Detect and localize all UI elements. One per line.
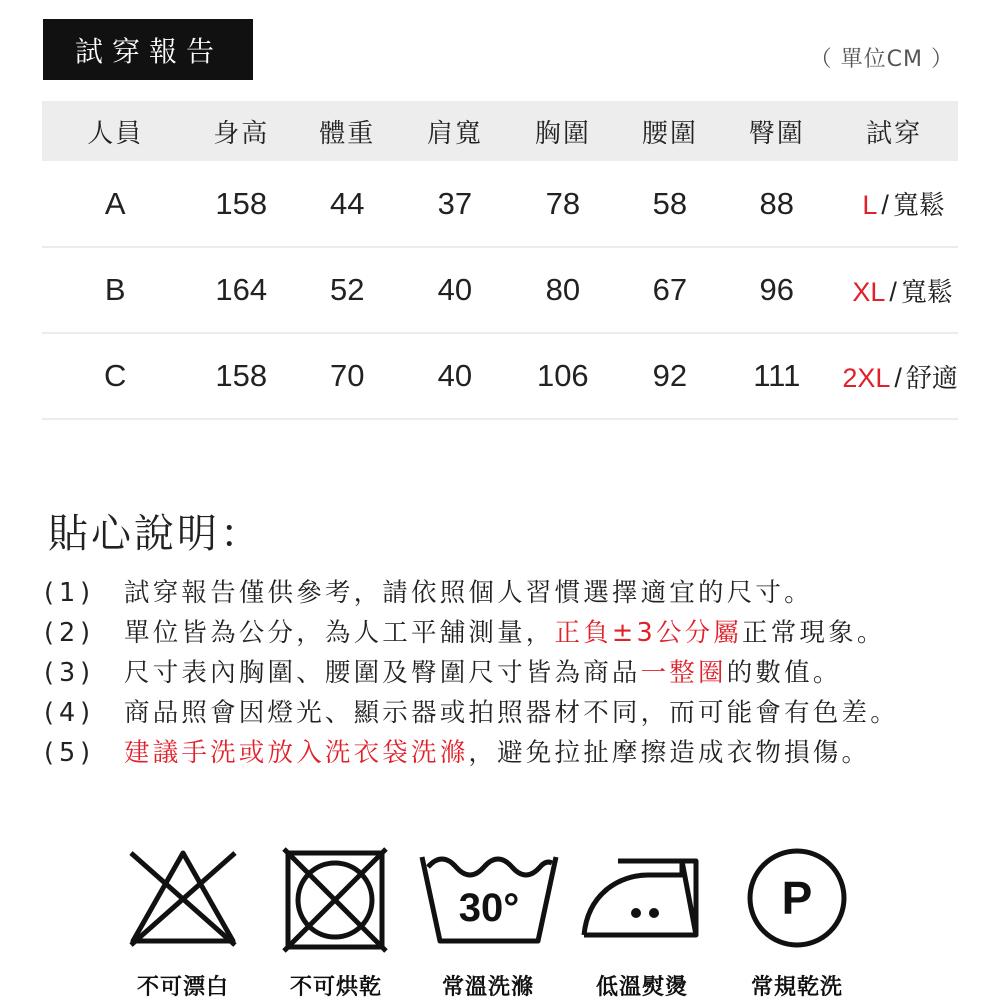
note-text: 的數值。 — [726, 658, 842, 688]
cell-fit — [830, 247, 958, 333]
low-iron-icon — [578, 845, 702, 945]
fit-separator: / — [889, 276, 897, 307]
table-row — [42, 333, 958, 419]
cell-waist: 67 — [617, 247, 724, 333]
wash-30-icon — [418, 845, 560, 947]
cell-weight: 44 — [294, 161, 401, 247]
cell-hip: 111 — [723, 333, 830, 419]
report-title: 試穿報告 — [43, 19, 253, 80]
cell-waist: 58 — [617, 161, 724, 247]
fit-style: 寬鬆 — [892, 191, 945, 221]
wash-temperature: 30° — [458, 886, 520, 930]
cell-weight: 70 — [294, 333, 401, 419]
notes-title: 貼心說明： — [48, 511, 263, 557]
cell-chest: 80 — [509, 247, 616, 333]
note-text: 單位皆為公分，為人工平舖測量， — [124, 618, 555, 648]
unit-note: （ 單位CM ） — [809, 47, 954, 72]
cell-shoulder: 40 — [401, 247, 510, 333]
fit-size: XL — [852, 276, 886, 307]
col-header-weight: 體重 — [294, 101, 401, 161]
note-highlight: 正負±3公分屬 — [554, 618, 743, 648]
care-label-wash: 常溫洗滌 — [441, 975, 534, 1000]
note-number: (5) — [44, 738, 96, 768]
list-item — [44, 733, 899, 773]
cell-shoulder: 40 — [401, 333, 510, 419]
cell-height: 158 — [188, 333, 293, 419]
note-text: 正常現象。 — [742, 618, 886, 648]
fit-style: 舒適 — [905, 363, 958, 394]
note-number: (1) — [44, 578, 96, 608]
list-item — [44, 613, 899, 653]
note-highlight: 建議手洗或放入洗衣袋洗滌 — [124, 738, 469, 768]
care-label-low-iron: 低溫熨燙 — [595, 975, 688, 1000]
col-header-hip: 臀圍 — [723, 101, 830, 161]
list-item — [44, 653, 899, 693]
notes-list — [44, 573, 899, 773]
cell-hip: 96 — [723, 247, 830, 333]
col-header-shoulder: 肩寬 — [401, 101, 510, 161]
fit-separator: / — [894, 362, 902, 393]
cell-person: C — [42, 333, 188, 419]
col-header-person: 人員 — [42, 101, 188, 161]
fit-size: L — [862, 190, 878, 220]
cell-weight: 52 — [294, 247, 401, 333]
note-text: 商品照會因燈光、顯示器或拍照器材不同，而可能會有色差。 — [124, 698, 899, 728]
col-header-chest: 胸圍 — [509, 101, 616, 161]
cell-hip: 88 — [723, 161, 830, 247]
cell-chest: 106 — [509, 333, 616, 419]
col-header-height: 身高 — [188, 101, 293, 161]
care-label-no-tumble-dry: 不可烘乾 — [289, 975, 382, 1000]
note-number: (3) — [44, 658, 96, 688]
cell-height: 164 — [188, 247, 293, 333]
cell-height: 158 — [188, 161, 293, 247]
fit-size: 2XL — [842, 362, 891, 393]
cell-waist: 92 — [617, 333, 724, 419]
table-row — [42, 161, 958, 247]
table-header-row — [42, 101, 958, 161]
cell-shoulder: 37 — [401, 161, 510, 247]
note-text: 尺寸表內胸圍、腰圍及臀圍尺寸皆為商品 — [124, 658, 641, 688]
note-number: (2) — [44, 618, 96, 648]
no-tumble-dry-icon — [280, 845, 390, 955]
note-text: ，避免拉扯摩擦造成衣物損傷。 — [468, 738, 871, 768]
cell-person: A — [42, 161, 188, 247]
note-highlight: 一整圈 — [640, 658, 727, 688]
fit-separator: / — [881, 190, 889, 220]
cell-person: B — [42, 247, 188, 333]
col-header-fit: 試穿 — [830, 101, 958, 161]
col-header-waist: 腰圍 — [617, 101, 724, 161]
cell-fit — [830, 333, 958, 419]
size-table — [42, 101, 958, 420]
no-bleach-icon — [125, 845, 241, 953]
list-item — [44, 693, 899, 733]
fit-style: 寬鬆 — [900, 277, 953, 308]
care-label-no-bleach: 不可漂白 — [136, 975, 229, 1000]
table-row — [42, 247, 958, 333]
list-item — [44, 573, 899, 613]
care-label-dry-clean: 常規乾洗 — [750, 975, 843, 1000]
dry-clean-p-icon — [744, 845, 850, 951]
dry-clean-letter: P — [781, 872, 813, 924]
cell-chest: 78 — [509, 161, 616, 247]
cell-fit — [830, 161, 958, 247]
note-text: 試穿報告僅供參考，請依照個人習慣選擇適宜的尺寸。 — [124, 578, 813, 608]
note-number: (4) — [44, 698, 96, 728]
